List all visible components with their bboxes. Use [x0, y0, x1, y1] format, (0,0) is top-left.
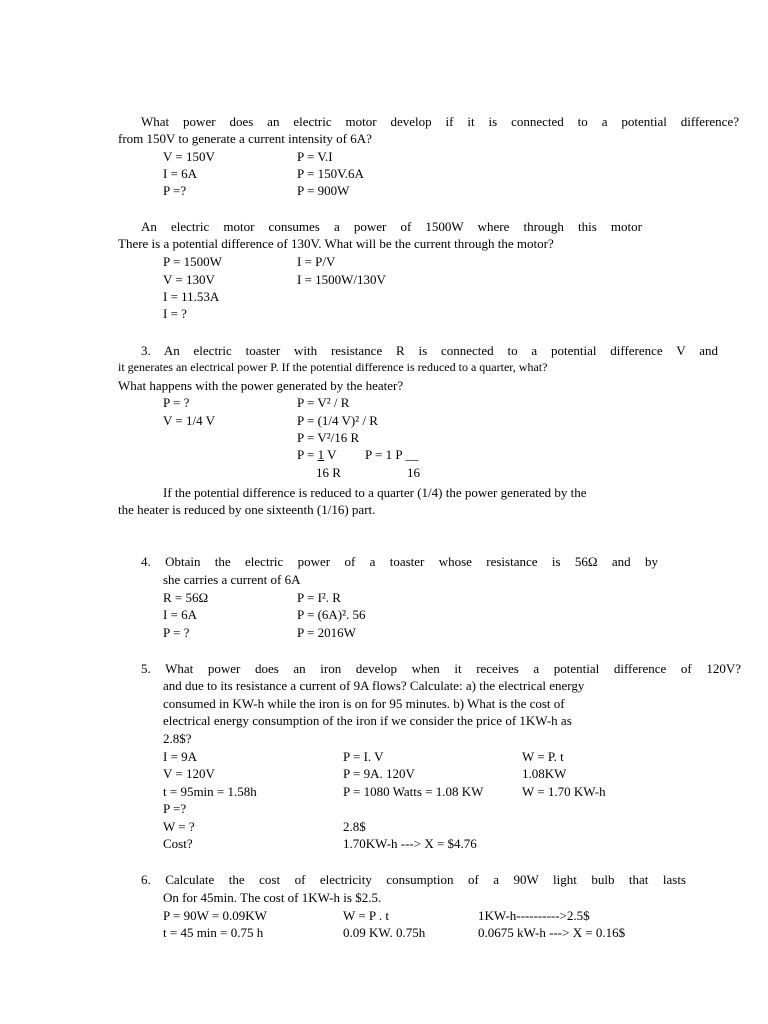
problem-6-given: P = 90W = 0.09KW: [163, 908, 267, 923]
problem-5-line-1: 5. What power does an iron develop when it receives a potential difference of 120V?: [141, 661, 741, 676]
problem-1-line-2: from 150V to generate a current intensity of 6A?: [118, 131, 372, 146]
problem-3-step: P = (1/4 V)² / R: [297, 413, 378, 428]
problem-5-step: 1.70KW-h ---> X = $4.76: [343, 836, 477, 851]
problem-4-given: I = 6A: [163, 607, 198, 622]
problem-5-step: P = 9A. 120V: [343, 766, 415, 781]
problem-5-step: P = 1080 Watts = 1.08 KW: [343, 784, 484, 799]
problem-2-step: I = P/V: [297, 254, 336, 269]
problem-5-step: 2.8$: [343, 819, 366, 834]
problem-2-line-1: An electric motor consumes a power of 1500W where through this motor: [141, 219, 642, 234]
problem-1-step: P = 150V.6A: [297, 166, 364, 181]
problem-4-given: P = ?: [163, 625, 190, 640]
problem-2-given: I = 11.53A: [163, 289, 220, 304]
problem-6-line-2: On for 45min. The cost of 1KW-h is $2.5.: [163, 890, 382, 905]
problem-3-given: V = 1/4 V: [163, 413, 215, 428]
problem-6-step: W = P . t: [343, 908, 389, 923]
problem-5-given: W = ?: [163, 819, 195, 834]
problem-1-given: I = 6A: [163, 166, 198, 181]
problem-3-line-1: 3. An electric toaster with resistance R is connected to a potential difference V and: [141, 343, 718, 358]
problem-1-given: V = 150V: [163, 149, 215, 164]
problem-4-step: P = (6A)². 56: [297, 607, 366, 622]
problem-3-fraction-denominator: 16: [407, 465, 420, 480]
problem-5-step: P = I. V: [343, 749, 384, 764]
problem-5-given: I = 9A: [163, 749, 198, 764]
problem-2-given: I = ?: [163, 306, 187, 321]
problem-3-fraction-numerator: P = 1 V: [297, 447, 337, 462]
problem-2-given: P = 1500W: [163, 254, 222, 269]
problem-1-step: P = 900W: [297, 183, 350, 198]
problem-4-step: P = I². R: [297, 590, 341, 605]
problem-6-given: t = 45 min = 0.75 h: [163, 925, 264, 940]
problem-5-line-4: electrical energy consumption of the iron if we consider the price of 1KW-h as: [163, 713, 572, 728]
problem-5-given: V = 120V: [163, 766, 215, 781]
problem-2-line-2: There is a potential difference of 130V. What will be the current through the motor?: [118, 236, 554, 251]
problem-5-energy: W = 1.70 KW-h: [522, 784, 606, 799]
problem-1-given: P =?: [163, 183, 187, 198]
problem-3-line-3: What happens with the power generated by the heater?: [118, 378, 404, 393]
problem-5-given: Cost?: [163, 836, 193, 851]
problem-3-given: P = ?: [163, 395, 190, 410]
problem-1-line-1: What power does an electric motor develop if it is connected to a potential difference?: [141, 114, 739, 129]
problem-5-given: P =?: [163, 801, 187, 816]
problem-2-step: I = 1500W/130V: [297, 272, 386, 287]
problem-6-line-1: 6. Calculate the cost of electricity consumption of a 90W light bulb that lasts: [141, 872, 686, 887]
problem-5-line-5: 2.8$?: [163, 731, 192, 746]
problem-2-given: V = 130V: [163, 272, 215, 287]
problem-3-conclusion-1: If the potential difference is reduced to a quarter (1/4) the power generated by the: [163, 485, 587, 500]
problem-3-fraction-result: P = 1 P __: [365, 447, 419, 462]
problem-5-line-2: and due to its resistance a current of 9A flows? Calculate: a) the electrical energy: [163, 678, 585, 693]
problem-6-cost: 1KW-h---------->2.5$: [478, 908, 590, 923]
problem-4-step: P = 2016W: [297, 625, 356, 640]
problem-3-conclusion-2: the heater is reduced by one sixteenth (1/16) part.: [118, 502, 376, 517]
problem-5-energy: W = P. t: [522, 749, 564, 764]
problem-3-fraction-denominator: 16 R: [316, 465, 341, 480]
problem-5-energy: 1.08KW: [522, 766, 567, 781]
problem-4-given: R = 56Ω: [163, 590, 209, 605]
problem-4-line-2: she carries a current of 6A: [163, 572, 301, 587]
problem-6-cost: 0.0675 kW-h ---> X = 0.16$: [478, 925, 626, 940]
problem-3-line-2: it generates an electrical power P. If the potential difference is reduced to a quarter, what?: [118, 360, 548, 374]
problem-1-step: P = V.I: [297, 149, 333, 164]
problem-3-step: P = V²/16 R: [297, 430, 360, 445]
problem-3-step: P = V² / R: [297, 395, 350, 410]
problem-4-line-1: 4. Obtain the electric power of a toaster whose resistance is 56Ω and by: [141, 554, 658, 569]
problem-5-given: t = 95min = 1.58h: [163, 784, 257, 799]
problem-6-step: 0.09 KW. 0.75h: [343, 925, 426, 940]
problem-5-line-3: consumed in KW-h while the iron is on for 95 minutes. b) What is the cost of: [163, 696, 565, 711]
